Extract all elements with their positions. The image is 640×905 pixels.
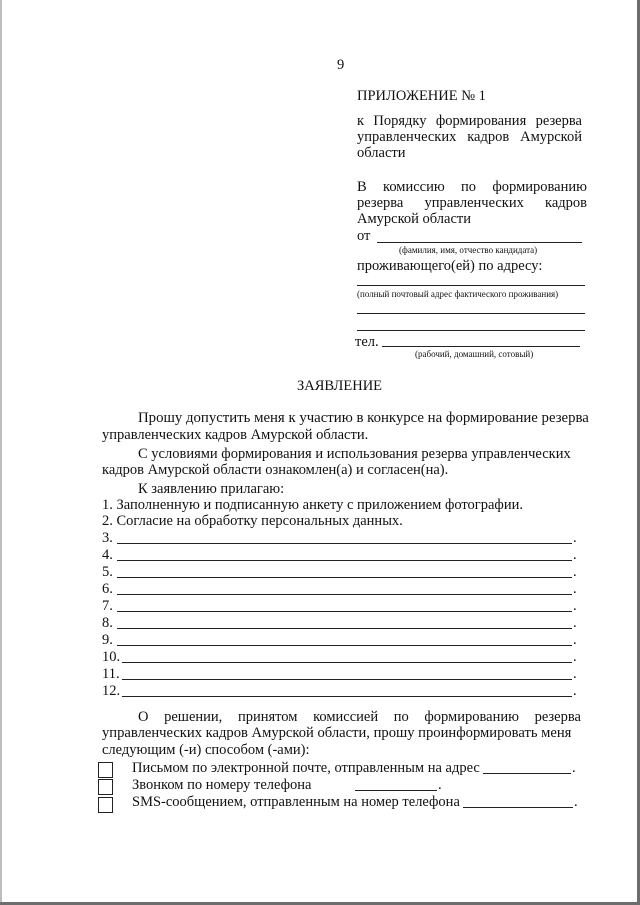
blank-item-number: 11. — [102, 666, 120, 682]
paragraph-3-line3: следующим (-и) способом (-ами): — [102, 742, 310, 758]
word: комиссию — [383, 179, 445, 195]
addressee-line2 — [357, 195, 587, 211]
word: принятом — [237, 709, 298, 725]
word: формированию — [424, 709, 519, 725]
word: управленческих — [424, 195, 524, 211]
phone-field[interactable] — [382, 346, 580, 347]
paragraph-1-line2: управленческих кадров Амурской области. — [102, 427, 369, 443]
address-hint: (полный почтовый адрес фактического проживания) — [357, 289, 559, 299]
word: Порядку — [373, 113, 427, 129]
blank-item-number: 12. — [102, 683, 121, 699]
blank-item-line[interactable] — [117, 611, 572, 612]
blank-item-number: 8. — [102, 615, 113, 631]
address-field-1[interactable] — [357, 285, 585, 286]
blank-item-number: 4. — [102, 547, 113, 563]
blank-item-period: . — [573, 649, 577, 665]
word: формирования — [435, 113, 527, 129]
paragraph-2-line2: кадров Амурской области ознакомлен(а) и согласен(на). — [102, 462, 449, 478]
word: решении, — [164, 709, 223, 725]
blank-item-period: . — [573, 581, 577, 597]
email-address-field[interactable] — [483, 773, 571, 774]
word: комиссией — [313, 709, 379, 725]
sms-option-label: SMS-сообщением, отправленным на номер телефона — [132, 794, 460, 810]
blank-item-period: . — [573, 598, 577, 614]
word: по — [393, 709, 409, 725]
appendix-title: ПРИЛОЖЕНИЕ № 1 — [357, 88, 486, 104]
blank-item-period: . — [573, 547, 577, 563]
blank-item-line[interactable] — [122, 662, 572, 663]
phone-hint: (рабочий, домашний, сотовый) — [415, 349, 534, 359]
blank-item-line[interactable] — [117, 645, 572, 646]
email-option-checkbox[interactable] — [98, 762, 113, 778]
paragraph-3-line2: управленческих кадров Амурской области, прошу проинформировать меня — [102, 725, 572, 741]
word: кадров — [545, 195, 587, 211]
blank-item-line[interactable] — [117, 560, 572, 561]
word: формированию — [492, 179, 587, 195]
attachment-item-2: 2. Согласие на обработку персональных данных. — [102, 513, 403, 529]
blank-item-number: 5. — [102, 564, 113, 580]
page-number: 9 — [337, 57, 345, 73]
blank-item-line[interactable] — [122, 696, 572, 697]
word: к — [357, 113, 365, 129]
blank-item-line[interactable] — [122, 679, 572, 680]
sms-option-period: . — [574, 794, 578, 810]
blank-item-period: . — [573, 683, 577, 699]
call-option-checkbox[interactable] — [98, 779, 113, 795]
paragraph-2-line1: С условиями формирования и использования резерва управленческих — [138, 446, 571, 462]
address-field-3[interactable] — [357, 330, 585, 331]
call-phone-field[interactable] — [355, 790, 437, 791]
blank-item-number: 7. — [102, 598, 113, 614]
blank-item-line[interactable] — [117, 577, 572, 578]
blank-item-number: 6. — [102, 581, 113, 597]
blank-item-number: 9. — [102, 632, 113, 648]
from-hint: (фамилия, имя, отчество кандидата) — [399, 245, 538, 255]
blank-item-period: . — [573, 530, 577, 546]
from-label: от — [357, 228, 371, 244]
paragraph-1-line1: Прошу допустить меня к участию в конкурсе на формирование резерва — [138, 410, 589, 426]
blank-item-number: 3. — [102, 530, 113, 546]
paragraph-3-line1 — [138, 709, 581, 725]
word: по — [461, 179, 477, 195]
word: В — [357, 179, 367, 195]
phone-label: тел. — [355, 334, 379, 350]
residing-label: проживающего(ей) по адресу: — [357, 258, 543, 274]
call-option-period: . — [438, 777, 442, 793]
attachment-item-1: 1. Заполненную и подписанную анкету с приложением фотографии. — [102, 497, 523, 513]
from-name-field[interactable] — [377, 242, 582, 243]
blank-item-period: . — [573, 615, 577, 631]
blank-item-period: . — [573, 666, 577, 682]
word: управленческих — [357, 129, 457, 145]
blank-item-number: 10. — [102, 649, 121, 665]
blank-item-line[interactable] — [117, 628, 572, 629]
call-option-label: Звонком по номеру телефона — [132, 777, 312, 793]
email-option-label: Письмом по электронной почте, отправленным на адрес — [132, 760, 480, 776]
word: Амурской — [520, 129, 582, 145]
scan-edge-left — [0, 0, 2, 905]
blank-item-period: . — [573, 632, 577, 648]
word: резерва — [357, 195, 404, 211]
blank-item-period: . — [573, 564, 577, 580]
attach-label: К заявлению прилагаю: — [138, 481, 285, 497]
appendix-ref-line1 — [357, 113, 582, 129]
address-field-2[interactable] — [357, 313, 585, 314]
word: резерва — [534, 709, 581, 725]
addressee-line1 — [357, 179, 587, 195]
sms-option-checkbox[interactable] — [98, 797, 113, 813]
appendix-ref-line2 — [357, 129, 582, 145]
sms-phone-field[interactable] — [463, 807, 573, 808]
word: кадров — [467, 129, 510, 145]
word: О — [138, 709, 149, 725]
blank-item-line[interactable] — [117, 543, 572, 544]
word: резерва — [535, 113, 582, 129]
appendix-ref-line3: области — [357, 145, 406, 161]
addressee-line3: Амурской области — [357, 211, 471, 227]
statement-title: ЗАЯВЛЕНИЕ — [297, 378, 383, 394]
blank-item-line[interactable] — [117, 594, 572, 595]
email-option-period: . — [572, 760, 576, 776]
